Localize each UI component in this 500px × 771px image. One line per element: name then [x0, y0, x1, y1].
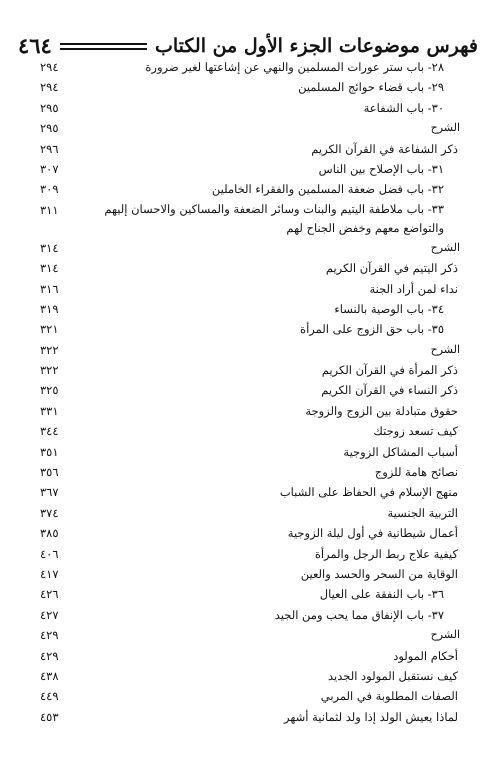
toc-entry-text: أسباب المشاكل الزوجية	[343, 444, 458, 459]
toc-entry-text: ٢٨- باب ستر عورات المسلمين والنهي عن إشاعتها لغير ضرورة	[145, 60, 444, 74]
toc-entry-text: ٣٣- باب ملاطفة اليتيم والبنات وسائر الضعفة والمساكين والاحسان إليهم والتواضع معهم وخفض الجناح لهم	[104, 201, 444, 235]
toc-page-number: ٣٢١	[40, 322, 59, 337]
toc-entry-text: الشرح	[430, 342, 460, 356]
toc-page-number: ٣٨٥	[40, 526, 59, 541]
toc-entry-text: ٣٥- باب حق الزوج على المرأة	[300, 322, 444, 337]
toc-row	[40, 482, 460, 502]
toc-page-number: ٤٢٧	[40, 607, 59, 622]
toc-page-number: ٢٩٤	[40, 60, 59, 74]
toc-entry-text: الشرح	[430, 628, 460, 642]
toc-row	[40, 503, 460, 523]
toc-row	[40, 523, 460, 543]
toc-row	[40, 380, 460, 400]
toc-page-number: ٣١٦	[40, 281, 59, 296]
toc-entry-text: نداء لمن أراد الجنة	[369, 281, 458, 296]
toc-entry-text: ٣٠- باب الشفاعة	[363, 100, 444, 115]
toc-entry-text: الصفات المطلوبة في المربي	[320, 689, 458, 704]
toc-entry-text: ٣٦- باب النفقة على العيال	[319, 587, 444, 602]
toc-row	[40, 605, 460, 625]
header-rule	[60, 43, 147, 50]
toc-entry-text: أعمال شيطانية في أول ليلة الزوجية	[287, 526, 458, 541]
toc-entry-text: نصائح هامة للزوج	[374, 465, 458, 480]
toc-page-number: ٤٤٩	[40, 689, 59, 704]
toc-page-number: ٣٠٧	[40, 161, 59, 176]
toc-row	[40, 139, 460, 159]
toc-row	[40, 421, 460, 441]
toc-row	[40, 98, 460, 118]
toc-row	[40, 340, 460, 360]
toc-row	[40, 299, 460, 319]
toc-page-number: ٤٢٩	[40, 648, 59, 663]
toc-entry-text: ذكر النساء في القرآن الكريم	[321, 383, 458, 398]
toc-page-number: ٣٧٤	[40, 505, 59, 520]
toc-row	[40, 564, 460, 584]
toc-row	[40, 625, 460, 645]
toc-row	[40, 462, 460, 482]
toc-page-number: ٤١٧	[40, 566, 59, 581]
toc-page-number: ٣١٤	[40, 261, 59, 276]
toc-row	[40, 118, 460, 138]
toc-row	[40, 360, 460, 380]
toc-entry-text: لماذا يعيش الولد إذا ولد لثمانية أشهر	[283, 709, 458, 724]
toc-entry-text: الشرح	[430, 121, 460, 135]
toc-entry-text: ذكر المرأة في القرآن الكريم	[321, 363, 458, 378]
toc-row	[40, 707, 460, 727]
toc-entry-text: كيف نستقبل المولود الجديد	[328, 668, 458, 683]
toc-row	[40, 686, 460, 706]
toc-entry-text: الوقاية من السحر والحسد والعين	[300, 566, 458, 581]
toc-page-number: ٢٩٦	[40, 141, 59, 156]
toc-entry-text: ذكر الشفاعة في القرآن الكريم	[311, 141, 458, 156]
toc-entry-text: التربية الجنسية	[387, 505, 458, 520]
toc-row	[40, 258, 460, 278]
toc-row	[40, 57, 460, 77]
toc-entry-text: ذكر اليتيم في القرآن الكريم	[325, 261, 458, 276]
toc-row	[40, 179, 460, 199]
toc-row	[40, 584, 460, 604]
toc-entry-text: كيفية علاج ربط الرجل والمرأة	[314, 546, 458, 561]
toc-entry-text: ٣٤- باب الوصية بالنساء	[334, 301, 444, 316]
toc-row	[40, 442, 460, 462]
toc-page-number: ٣٢٥	[40, 383, 59, 398]
toc-entry-text: منهج الإسلام في الحفاظ على الشباب	[279, 485, 458, 500]
toc-entry-text: ٣١- باب الإصلاح بين الناس	[318, 161, 444, 176]
toc-page-number: ٣٤٤	[40, 424, 59, 439]
toc-row	[40, 544, 460, 564]
toc-row	[40, 646, 460, 666]
table-of-contents	[40, 57, 460, 727]
toc-page-number: ٢٩٥	[40, 121, 59, 136]
page-number: ٤٦٤	[18, 33, 52, 58]
toc-page-number: ٢٩٤	[40, 80, 59, 95]
toc-row	[40, 401, 460, 421]
page-title: فهرس موضوعات الجزء الأول من الكتاب	[155, 35, 478, 57]
toc-page-number: ٣١١	[40, 202, 59, 217]
toc-page-number: ٢٩٥	[40, 100, 59, 115]
toc-row	[40, 279, 460, 299]
toc-page-number: ٣٢٢	[40, 363, 59, 378]
toc-page-number: ٣١٤	[40, 240, 59, 255]
toc-entry-text: ٣٢- باب فضل ضعفة المسلمين والفقراء الخاملين	[211, 182, 444, 197]
toc-page-number: ٣٥١	[40, 444, 59, 459]
toc-page-number: ٤٠٦	[40, 546, 59, 561]
toc-row	[40, 666, 460, 686]
toc-page-number: ٣٢٢	[40, 342, 59, 357]
toc-page-number: ٣١٩	[40, 301, 59, 316]
toc-page-number: ٤٢٩	[40, 628, 59, 643]
toc-entry-text: الشرح	[430, 240, 460, 254]
toc-row	[40, 159, 460, 179]
toc-page-number: ٤٣٨	[40, 668, 59, 683]
toc-row	[40, 77, 460, 97]
toc-entry-text: أحكام المولود	[393, 648, 458, 663]
toc-entry-text: ٣٧- باب الإنفاق مما يحب ومن الجيد	[274, 607, 444, 622]
toc-page-number: ٣٠٩	[40, 182, 59, 197]
toc-row	[40, 238, 460, 258]
page-header	[18, 26, 478, 60]
toc-page-number: ٤٢٦	[40, 587, 59, 602]
toc-entry-text: ٢٩- باب قضاء حوائج المسلمين	[298, 80, 444, 95]
toc-row	[40, 319, 460, 339]
toc-page-number: ٣٣١	[40, 403, 59, 418]
toc-page-number: ٣٥٦	[40, 465, 59, 480]
toc-page-number: ٤٥٣	[40, 709, 59, 724]
toc-entry-text: كيف تسعد زوجتك	[373, 424, 458, 439]
toc-entry-text: حقوق متبادلة بين الزوج والزوجة	[305, 403, 458, 418]
toc-page-number: ٣٦٧	[40, 485, 59, 500]
toc-row	[40, 200, 460, 238]
